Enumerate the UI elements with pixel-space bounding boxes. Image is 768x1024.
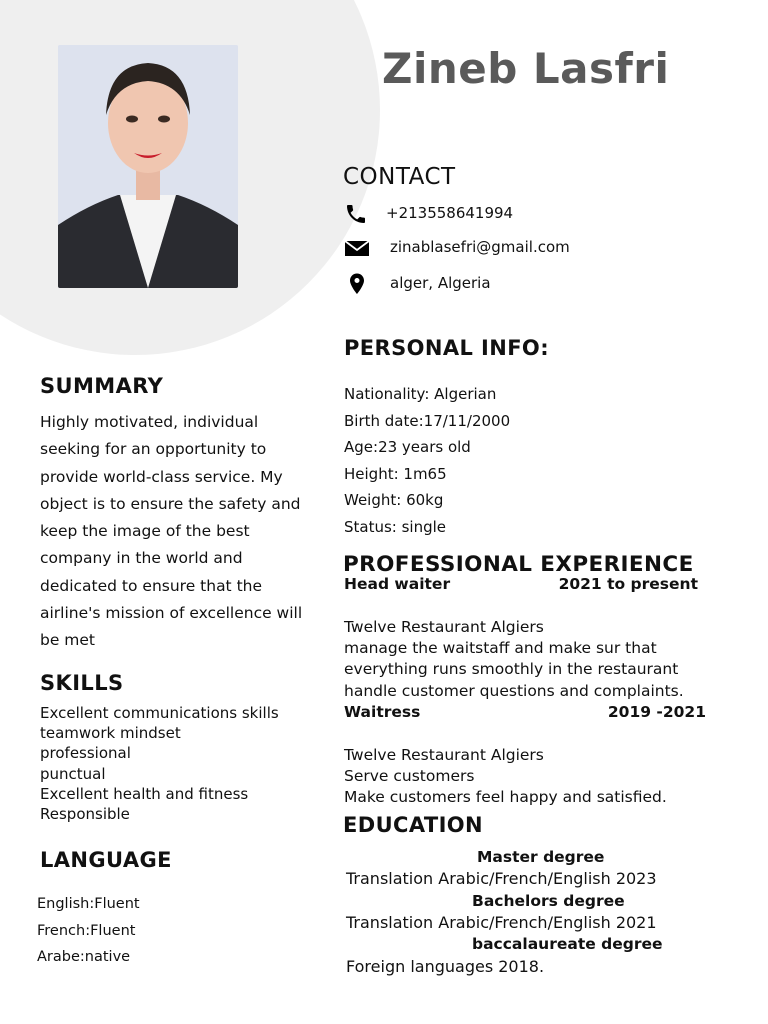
job-role: Head waiter	[344, 575, 451, 593]
contact-location: alger, Algeria	[390, 274, 491, 292]
candidate-name: Zineb Lasfri	[382, 44, 670, 93]
language-item: Arabe:native	[37, 949, 131, 965]
job-period: 2019 -2021	[607, 703, 706, 721]
envelope-icon	[344, 236, 370, 260]
personal-info-heading: PERSONAL INFO:	[344, 336, 549, 360]
nationality: Nationality: Algerian	[344, 385, 497, 403]
skill-item: professional	[40, 744, 131, 763]
language-heading: LANGUAGE	[40, 848, 172, 872]
skills-heading: SKILLS	[40, 671, 124, 695]
education-detail: Translation Arabic/French/English 2021	[346, 913, 657, 932]
job-line: Serve customers	[344, 767, 475, 786]
age: Age:23 years old	[344, 438, 471, 456]
contact-heading: CONTACT	[343, 164, 456, 190]
profile-photo	[58, 45, 238, 288]
personal-info-list	[344, 381, 510, 540]
job-line: everything runs smoothly in the restaurant	[344, 660, 679, 679]
language-item: English:Fluent	[37, 896, 140, 912]
weight: Weight: 60kg	[344, 491, 444, 509]
contact-email: zinablasefri@gmail.com	[390, 238, 570, 256]
skill-item: Responsible	[40, 805, 130, 824]
job-line: Twelve Restaurant Algiers	[344, 618, 544, 636]
job-details-waitress	[344, 745, 667, 809]
job-header-waitress	[344, 703, 706, 723]
contact-phone: +213558641994	[386, 204, 514, 222]
job-line: Make customers feel happy and satisfied.	[344, 788, 667, 807]
education-degree: baccalaureate degree	[472, 935, 663, 953]
map-pin-icon	[344, 272, 370, 296]
birth-date: Birth date:17/11/2000	[344, 411, 511, 430]
skill-item: Excellent communications skills	[40, 704, 279, 722]
skill-item: punctual	[40, 764, 106, 783]
education-detail: Foreign languages 2018.	[346, 957, 545, 976]
skill-item: teamwork mindset	[40, 724, 181, 743]
job-period: 2021 to present	[558, 575, 698, 593]
summary-text: Highly motivated, individual seeking for an opportunity to provide world-class service. My object is to ensure the safety and keep the image of the best company in the world and dedicated to ensure that the airline's mission of excellence will be met	[40, 413, 303, 650]
education-heading: EDUCATION	[343, 813, 484, 837]
skills-list	[40, 703, 279, 824]
education-degree: Bachelors degree	[472, 892, 625, 910]
education-degree: Master degree	[477, 848, 605, 866]
job-line: Twelve Restaurant Algiers	[344, 746, 544, 764]
status: Status: single	[344, 517, 447, 536]
job-role: Waitress	[344, 703, 421, 721]
phone-icon	[344, 202, 370, 226]
job-line: manage the waitstaff and make sur that	[344, 639, 657, 658]
skill-item: Excellent health and fitness	[40, 784, 249, 803]
summary-heading: SUMMARY	[40, 374, 164, 398]
job-details-head-waiter	[344, 617, 684, 702]
job-header-head-waiter	[344, 575, 706, 595]
language-list	[37, 891, 140, 971]
height: Height: 1m65	[344, 464, 447, 483]
job-line: handle customer questions and complaints.	[344, 681, 684, 700]
education-detail: Translation Arabic/French/English 2023	[346, 869, 657, 888]
language-item: French:Fluent	[37, 922, 136, 939]
experience-heading: PROFESSIONAL EXPERIENCE	[343, 552, 694, 577]
